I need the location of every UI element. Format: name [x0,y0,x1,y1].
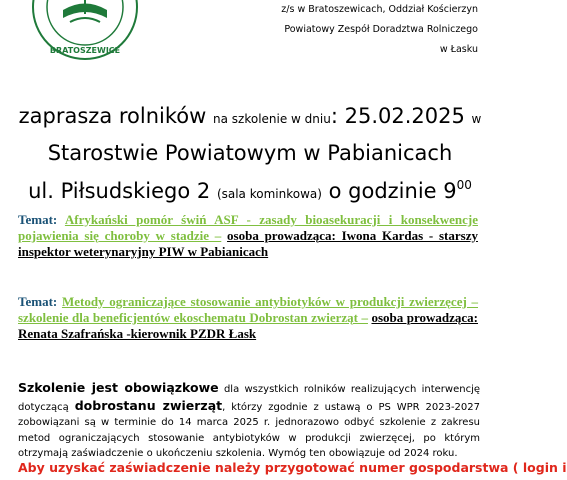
topic-1 [18,212,478,260]
topic-title: Metody ograniczające stosowanie antybiotyków w produkcji zwierzęcej – szkolenie dla beneficjentów ekoschematu Dobrostan zwierząt – [18,294,478,325]
organization-logo [30,0,140,62]
address: ul. Piłsudskiego 2 [28,179,211,203]
invite-in: w [471,112,482,126]
topic-label: Temat: [18,212,58,227]
topic-label: Temat: [18,294,58,309]
organization-line-2: Powiatowy Zespół Doradztwa Rolniczego [284,24,478,35]
logo-text: BRATOSZEWICE [49,46,121,55]
notice-text-1: dla wszystkich rolników realizujących interwencję dotyczącą [18,384,481,413]
topic-2 [18,294,478,342]
topic-title: Afrykański pomór świń ASF - zasady bioasekuracji i konsekwencje pojawienia się choroby w stadzie – [18,212,478,243]
notice-animal-welfare: dobrostanu zwierząt [74,397,223,413]
training-date: : 25.02.2025 [330,104,465,128]
organization-header [218,0,478,60]
invite-training: na szkolenie w dniu [213,112,331,126]
room-name: (sala kominkowa) [216,187,322,201]
topic-presenter: osoba prowadząca: Iwona Kardas - starszy inspektor weterynaryjny PIW w Pabianicach [18,228,478,259]
invitation-date-line [0,104,500,128]
address-time-line [0,178,500,203]
obligation-notice [18,380,480,462]
notice-text-2: , którzy zgodnie z ustawą o PS WPR 2023-2027 zobowiązani są w terminie do 14 marca 2025 r. jednorazowo odbyć szkolenie z zakresu metod ograniczających stosowanie antybiotyków w produkcji zwierzęcej, po którym otrzymają zaświadczenie o ukończeniu szkolenia. Wymóg ten obowiązuje od 2024 roku. [18,401,481,459]
organization-line-1: z/s w Bratoszewicach, Oddział Kościerzyn [281,4,478,15]
certificate-warning: Aby uzyskać zaświadczenie należy przygotować numer gospodarstwa ( login i [18,460,567,475]
start-time-minutes: 00 [456,178,472,192]
venue-line: Starostwie Powiatowym w Pabianicach [47,141,453,165]
topic-presenter: osoba prowadząca: Renata Szafrańska -kierownik PZDR Łask [18,310,478,341]
invite-farmers: zaprasza rolników [18,104,207,128]
notice-mandatory: Szkolenie jest obowiązkowe [18,380,219,395]
start-time: o godzinie 9 [328,179,457,203]
organization-line-3: w Łasku [439,44,478,55]
